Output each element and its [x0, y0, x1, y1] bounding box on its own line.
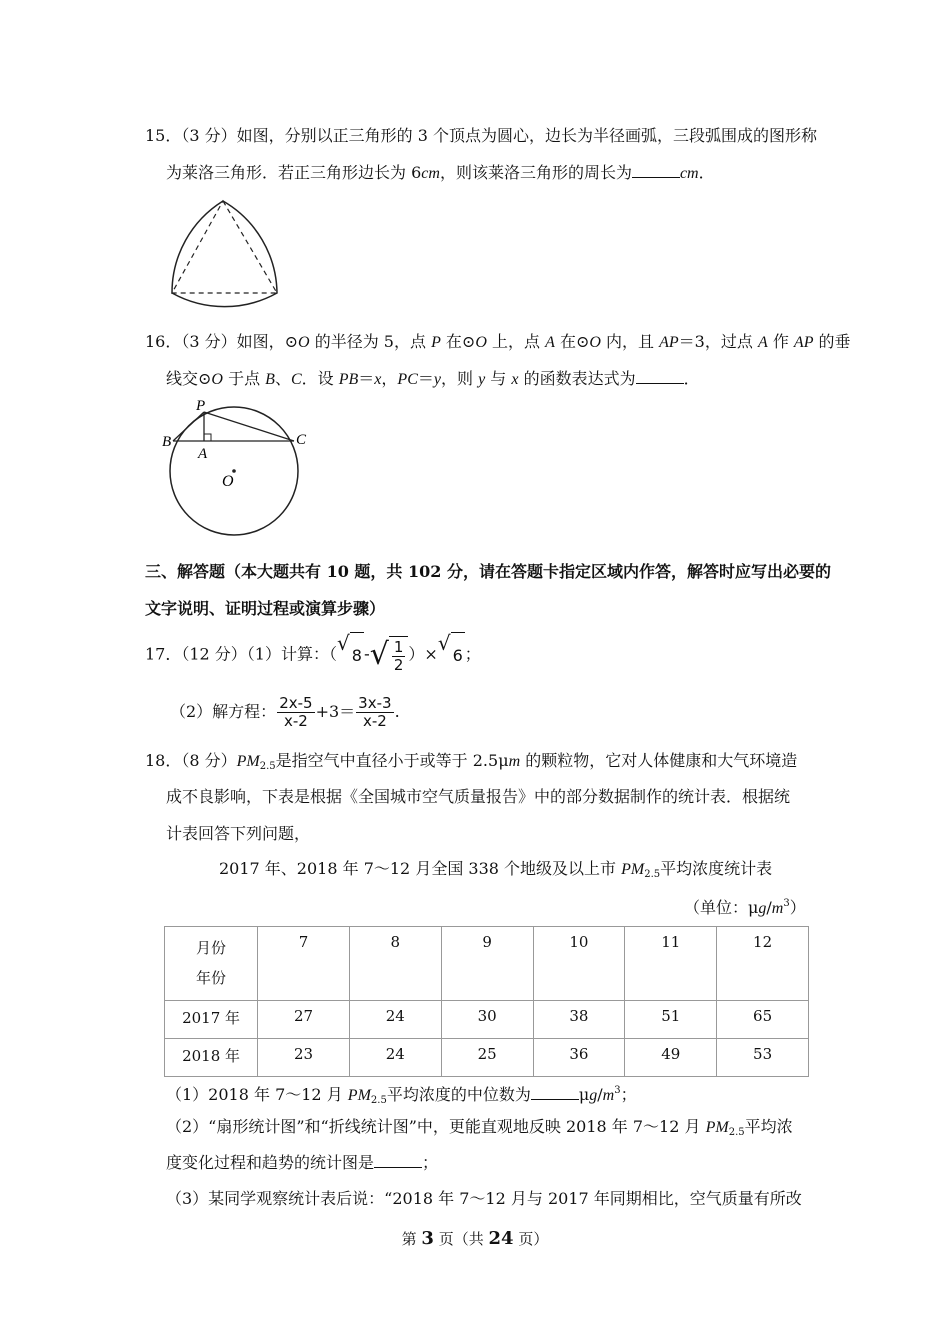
value-cell: 53	[717, 1039, 809, 1077]
q18-sub2-line2: 度变化过程和趋势的统计图是 ；	[166, 1153, 439, 1172]
sqrt-half: √ $\frac{1}{2}$	[370, 636, 409, 674]
label-a: A	[198, 446, 208, 462]
value-cell: 65	[717, 1001, 809, 1039]
value-cell: 24	[349, 1039, 441, 1077]
value-cell: 36	[533, 1039, 625, 1077]
year-cell: 2017 年	[165, 1001, 258, 1039]
answer-blank	[636, 369, 684, 384]
sqrt-8: √ 8	[337, 632, 364, 678]
table-title: 2017 年、2018 年 7～12 月全国 338 个地级及以上市 $PM_{2.5}$平均浓度统计表	[219, 859, 773, 880]
pm25-table	[164, 926, 809, 1077]
answer-blank	[374, 1153, 422, 1168]
segment-pb	[173, 412, 204, 441]
section3-heading-line1: 三、解答题（本大题共有 10 题，共 102 分，请在答题卡指定区域内作答，解答时应写出必要的	[145, 562, 831, 581]
q15-line2: 为莱洛三角形．若正三角形边长为 6cm，则该莱洛三角形的周长为 cm．	[166, 163, 715, 182]
header-month-cell: 11	[625, 927, 717, 1001]
table-row	[165, 1001, 809, 1039]
header-month-cell: 7	[258, 927, 350, 1001]
answer-blank	[632, 163, 680, 178]
label-o: O	[222, 473, 234, 490]
q16-line1: 16．（3 分）如图，⊙O 的半径为 5，点 P 在⊙O 上，点 A 在⊙O 内，且 AP＝3，过点 A 作 AP 的垂	[145, 332, 851, 351]
value-cell: 49	[625, 1039, 717, 1077]
answer-blank	[531, 1085, 579, 1100]
table-unit: （单位：$\mu g/m^3$）	[684, 898, 806, 917]
reuleaux-arcs	[172, 201, 277, 307]
table-row	[165, 1039, 809, 1077]
label-c: C	[296, 432, 307, 448]
value-cell: 23	[258, 1039, 350, 1077]
reuleaux-triangle-figure	[164, 196, 294, 308]
fraction-rhs: $\frac{3x-3}{x-2}$	[358, 694, 392, 730]
header-month-cell: 8	[349, 927, 441, 1001]
q18-sub1: （1）2018 年 7～12 月 $PM_{2.5}$平均浓度的中位数为 $\mu g/m^3$；	[166, 1085, 637, 1106]
q17-part1: 17．（12 分）（1）计算：（ √ 8 - √ $\frac{1}{2}$ ）× √ 6 ；	[145, 632, 481, 676]
fraction-lhs: $\frac{2x-5}{x-2}$	[279, 694, 313, 730]
q18-sub3: （3）某同学观察统计表后说：“2018 年 7～12 月与 2017 年同期相比，空气质量有所改	[166, 1189, 802, 1208]
circle-figure	[160, 396, 320, 538]
q16-line2: 线交⊙O 于点 B、C．设 PB＝x，PC＝y，则 y 与 x 的函数表达式为 ．	[166, 369, 700, 388]
q15-line1: 15．（3 分）如图，分别以正三角形的 3 个顶点为圆心，边长为半径画弧，三段弧围成的图形称	[145, 126, 817, 145]
page-total: 24	[488, 1228, 514, 1249]
value-cell: 24	[349, 1001, 441, 1039]
year-cell: 2018 年	[165, 1039, 258, 1077]
q18-line3: 计表回答下列问题，	[166, 824, 311, 843]
value-cell: 38	[533, 1001, 625, 1039]
q18-line1: 18．（8 分）$PM_{2.5}$是指空气中直径小于或等于 2.5μm 的颗粒物，它对人体健康和大气环境造	[145, 751, 798, 772]
header-month-cell: 9	[441, 927, 533, 1001]
value-cell: 30	[441, 1001, 533, 1039]
page-footer: 第 3 页（共 24 页）	[401, 1228, 549, 1249]
table-header-row	[165, 927, 809, 1001]
q18-line2: 成不良影响，下表是根据《全国城市空气质量报告》中的部分数据制作的统计表．根据统	[166, 787, 791, 806]
header-month-cell: 10	[533, 927, 625, 1001]
header-month-cell: 12	[717, 927, 809, 1001]
section3-heading-line2: 文字说明、证明过程或演算步骤）	[145, 599, 386, 618]
sqrt-6: √ 6	[438, 632, 465, 678]
equilateral-triangle-dashed	[172, 201, 277, 293]
label-p: P	[196, 398, 206, 414]
q18-sub2-line1: （2）“扇形统计图”和“折线统计图”中，更能直观地反映 2018 年 7～12 月 $PM_{2.5}$平均浓	[166, 1117, 793, 1138]
right-angle-mark	[204, 434, 211, 441]
page-number: 3	[421, 1228, 434, 1249]
value-cell: 25	[441, 1039, 533, 1077]
q17-part2: （2）解方程： $\frac{2x-5}{x-2}$ +3＝ $\frac{3x-3}{x-2}$ .	[170, 694, 400, 730]
value-cell: 51	[625, 1001, 717, 1039]
label-b: B	[162, 434, 172, 450]
value-cell: 27	[258, 1001, 350, 1039]
header-corner-cell: 月份 年份	[165, 927, 258, 1001]
